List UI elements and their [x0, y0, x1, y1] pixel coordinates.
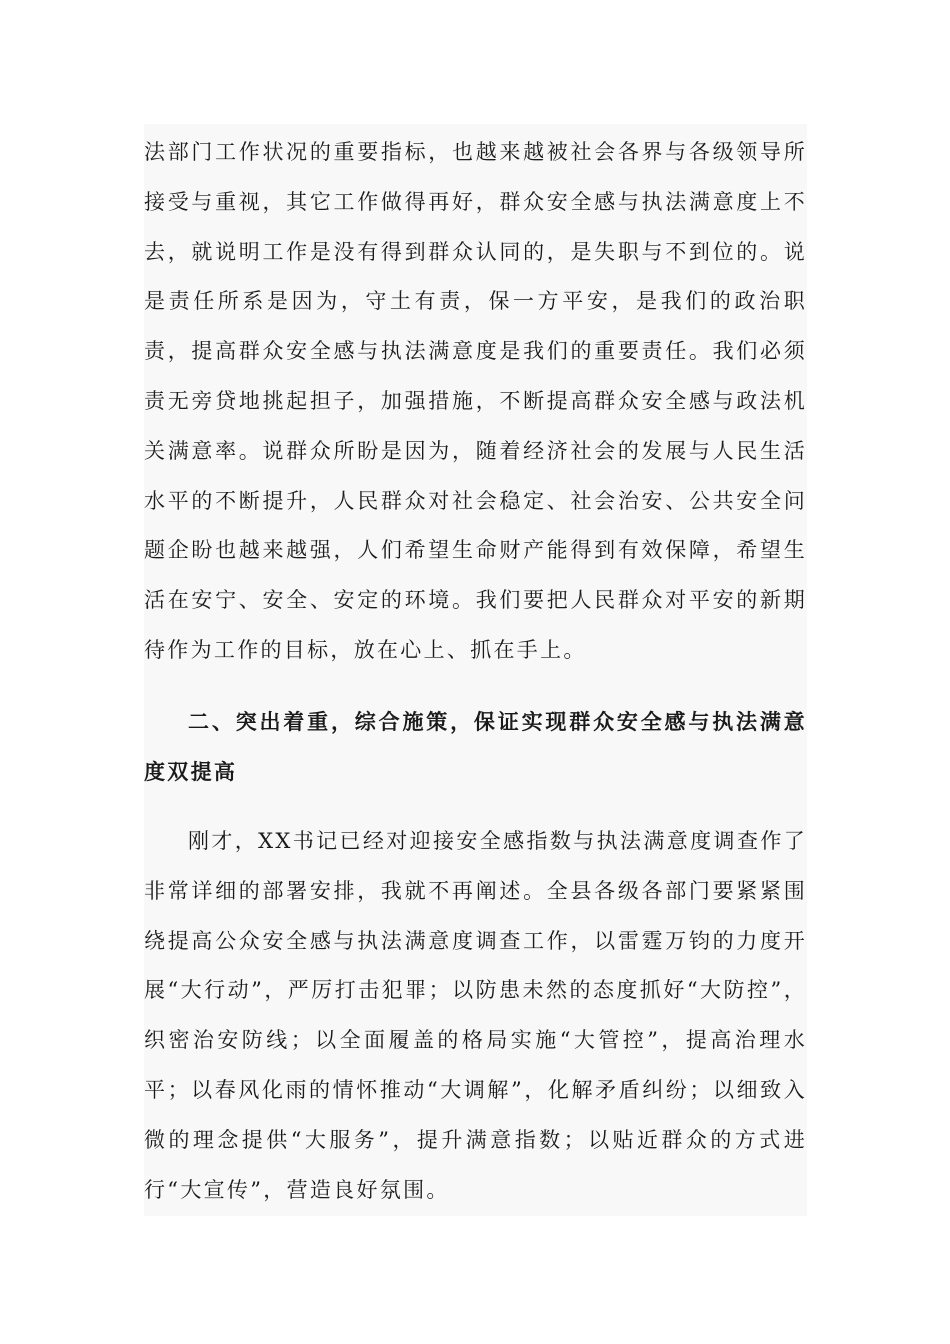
body-paragraph: 法部门工作状况的重要指标，也越来越被社会各界与各级领导所接受与重视，其它工作做得再好，群众安全感与执法满意度上不去，就说明工作是没有得到群众认同的，是失职与不到位的。说是责任所系是因为，守土有责，保一方平安，是我们的政治职责，提高群众安全感与执法满意度是我们的重要责任。我们必须责无旁贷地挑起担子，加强措施，不断提高群众安全感与政法机关满意率。说群众所盼是因为，随着经济社会的发展与人民生活水平的不断提升，人民群众对社会稳定、社会治安、公共安全问题企盼也越来越强，人们希望生命财产能得到有效保障，希望生活在安宁、安全、安定的环境。我们要把人民群众对平安的新期待作为工作的目标，放在心上、抓在手上。 [144, 140, 807, 662]
section-heading: 二、突出着重，综合施策，保证实现群众安全感与执法满意度双提高 [144, 709, 807, 784]
document-text-block [144, 124, 807, 1216]
body-paragraph: 刚才，XX书记已经对迎接安全感指数与执法满意度调查作了非常详细的部署安排，我就不再阐述。全县各级各部门要紧紧围绕提高公众安全感与执法满意度调查工作，以雷霆万钧的力度开展“大行动”，严厉打击犯罪；以防患未然的态度抓好“大防控”，织密治安防线；以全面履盖的格局实施“大管控”，提高治理水平；以春风化雨的情怀推动“大调解”，化解矛盾纠纷；以细致入微的理念提供“大服务”，提升满意指数；以贴近群众的方式进行“大宣传”，营造良好氛围。 [144, 829, 807, 1202]
